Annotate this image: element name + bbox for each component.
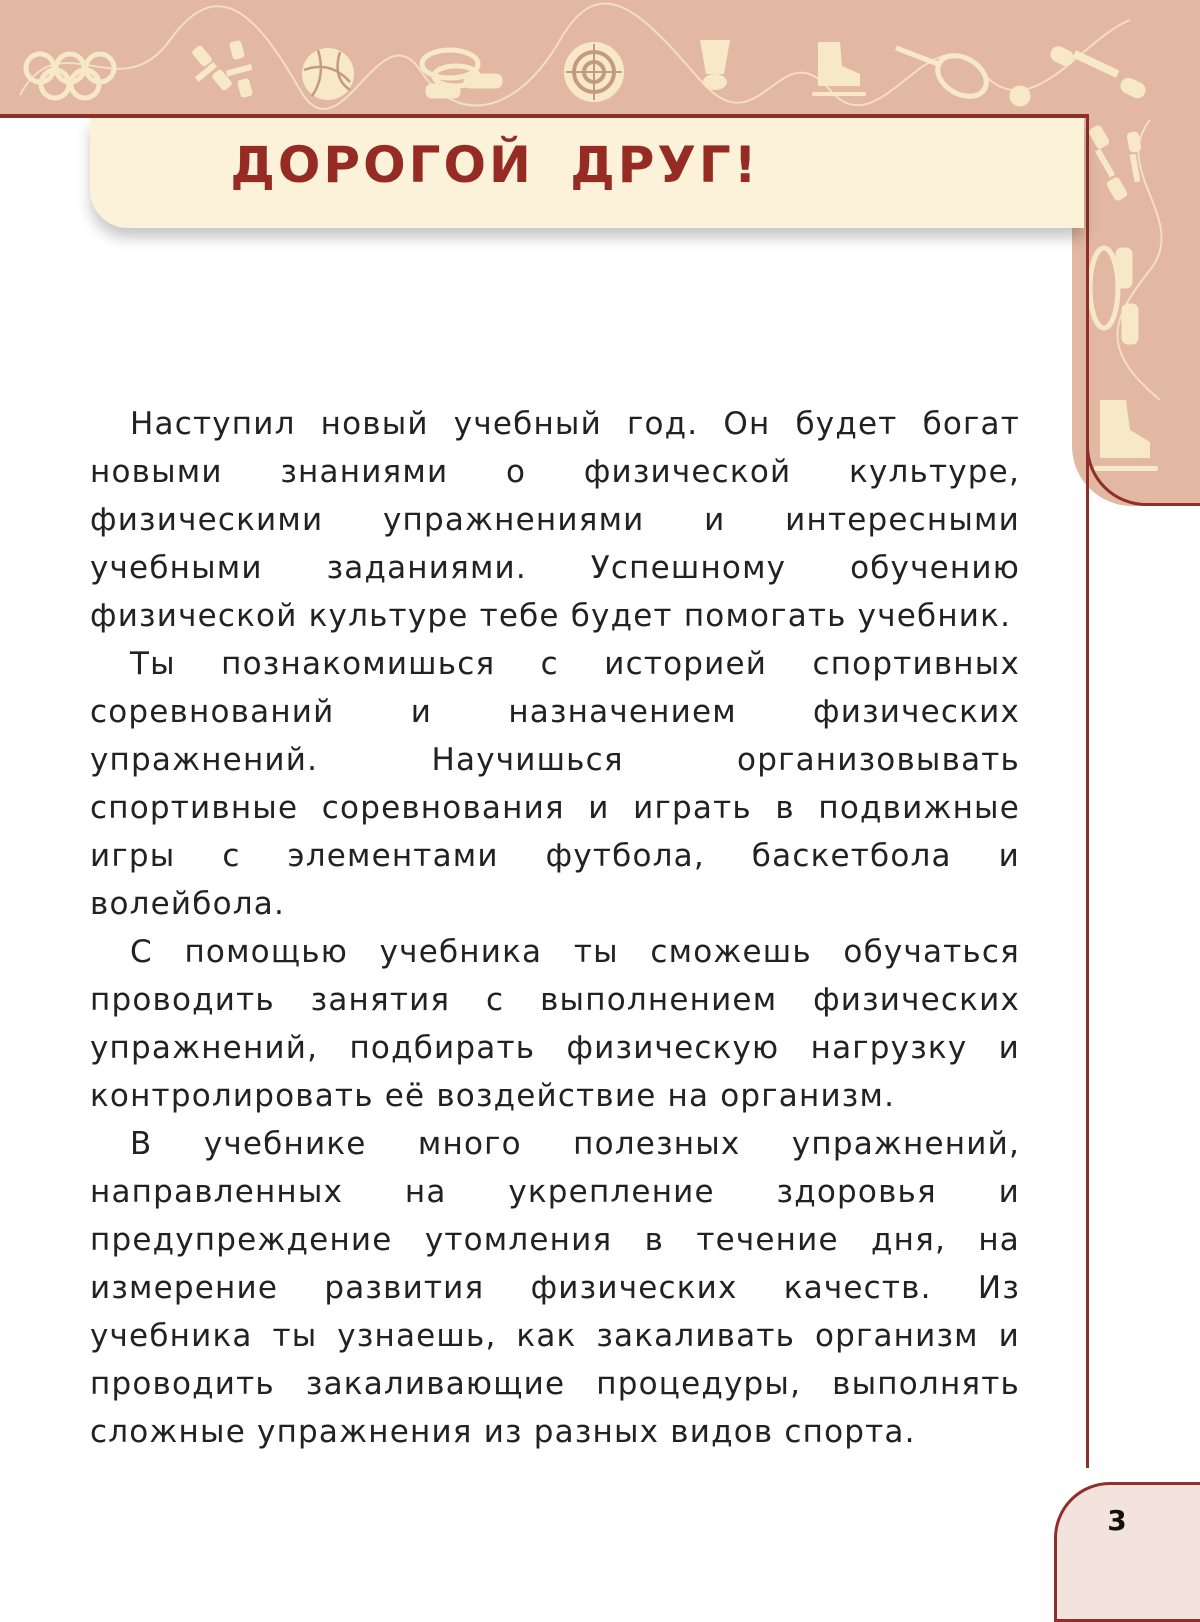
jump-rope-icon xyxy=(422,50,500,96)
paragraph-3: С помощью учебника ты сможешь обучаться проводить занятия с выполнением физических упражнений, подбирать физическую нагрузку и контролировать её воздействие на организм. xyxy=(90,934,1020,1114)
page-number-tab xyxy=(1054,1482,1200,1622)
target-icon xyxy=(566,44,622,100)
shuttlecock-icon xyxy=(700,40,730,90)
dumbbells-icon xyxy=(191,40,253,98)
jump-rope-side-icon xyxy=(1090,248,1136,342)
dumbbell-icon xyxy=(1048,44,1148,101)
page-title: ДОРОГОЙ ДРУГ! xyxy=(230,136,760,194)
dumbbells-side-icon xyxy=(1087,124,1141,202)
paragraph-4: В учебнике много полезных упражнений, направленных на укрепление здоровья и предупреждение утомления в течение дня, на измерение развития физических качеств. Из учебника ты узнаешь, как закаливать организм и проводить закаливающие процедуры, выполнять сложные упражнения из разных видов спорта. xyxy=(90,1126,1020,1450)
body-text xyxy=(90,400,1020,1456)
page-number: 3 xyxy=(1107,1504,1127,1537)
frame-right-line xyxy=(1086,118,1089,1468)
paragraph-2: Ты познакомишься с историей спортивных соревнований и назначением физических упражнений. Научишься организовывать спортивные соревнования и играть в подвижные игры с элементами футбола, баскетбола и волейбола. xyxy=(90,646,1020,922)
olympic-rings-icon xyxy=(26,54,114,98)
ice-skate-icon xyxy=(812,42,866,96)
paragraph-1: Наступил новый учебный год. Он будет богат новыми знаниями о физической культуре, физическими упражнениями и интересными учебными заданиями. Успешному обучению физической культуре тебе будет помогать учебник. xyxy=(90,406,1020,634)
volleyball-icon xyxy=(302,48,354,100)
tennis-racket-icon xyxy=(896,47,1028,104)
